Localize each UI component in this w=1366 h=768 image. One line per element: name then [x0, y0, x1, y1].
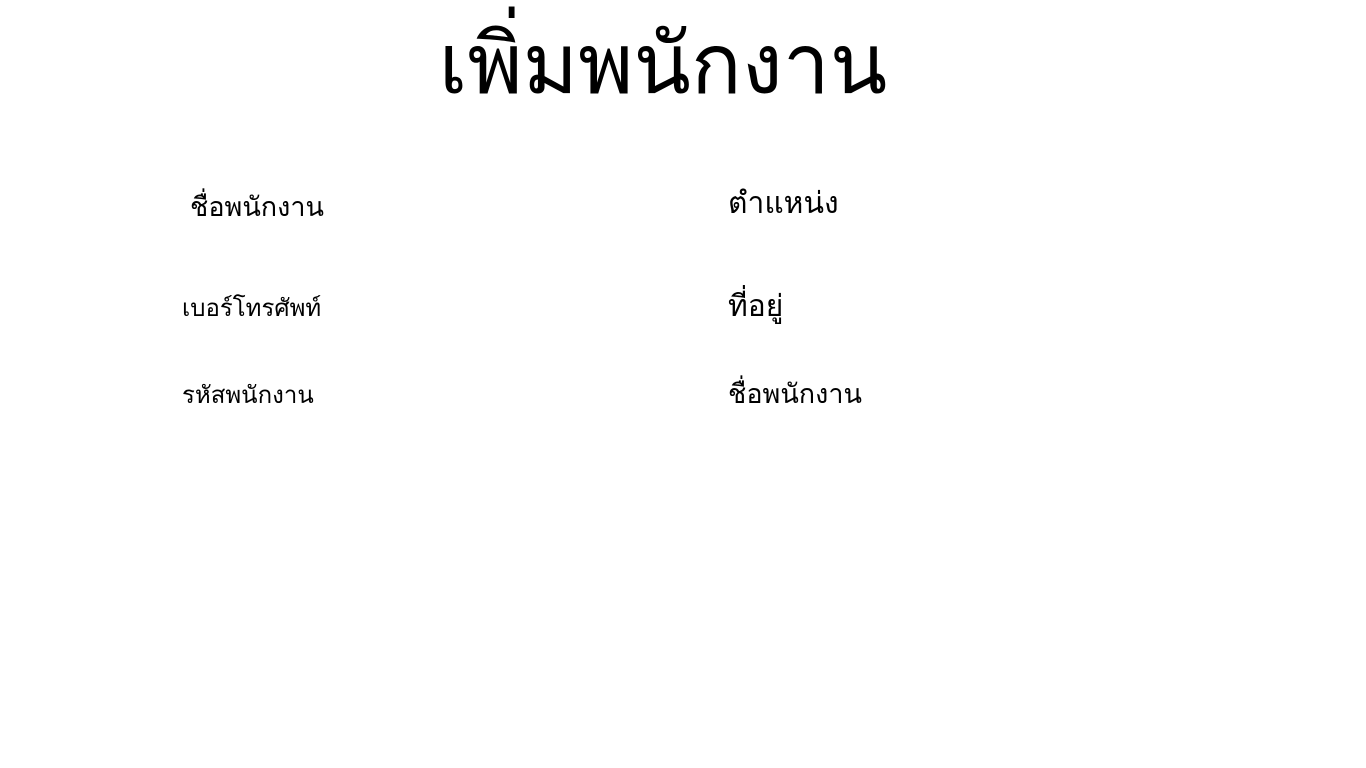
position-label: ตำแหน่ง: [728, 186, 839, 221]
employee-name-label: ชื่อพนักงาน: [190, 192, 324, 223]
address-label: ที่อยู่: [728, 289, 784, 324]
employee-name-label-2: ชื่อพนักงาน: [728, 379, 862, 410]
page-title: เพิ่มพนักงาน: [438, 15, 888, 113]
employee-id-label: รหัสพนักงาน: [182, 381, 314, 409]
phone-label: เบอร์โทรศัพท์: [182, 294, 322, 322]
